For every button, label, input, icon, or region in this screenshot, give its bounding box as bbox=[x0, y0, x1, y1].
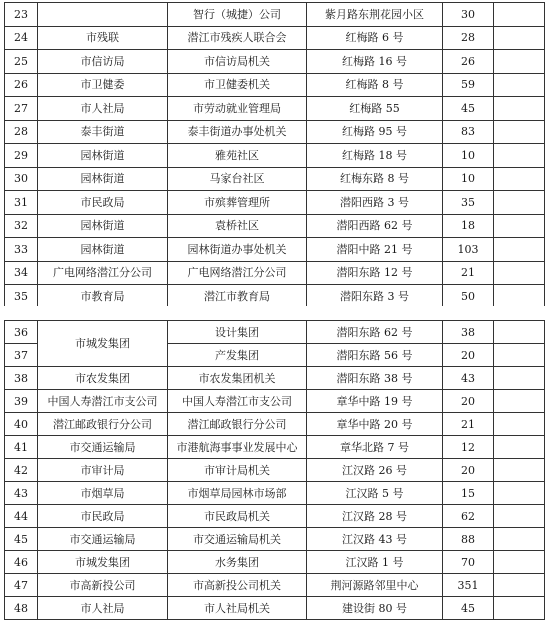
table-row bbox=[5, 574, 545, 597]
cell-no: 48 bbox=[5, 597, 38, 620]
cell-count: 83 bbox=[443, 120, 494, 144]
cell-count: 28 bbox=[443, 26, 494, 50]
cell-count: 50 bbox=[443, 285, 494, 309]
cell-dept: 市殡葬管理所 bbox=[168, 191, 307, 215]
cell-no: 28 bbox=[5, 120, 38, 144]
cell-count: 59 bbox=[443, 73, 494, 97]
cell-no: 45 bbox=[5, 528, 38, 551]
cell-note bbox=[494, 574, 545, 597]
cell-address: 江汉路 43 号 bbox=[307, 528, 443, 551]
cell-count: 20 bbox=[443, 344, 494, 367]
cell-note bbox=[494, 321, 545, 344]
cell-note bbox=[494, 505, 545, 528]
cell-no: 36 bbox=[5, 321, 38, 344]
cell-note bbox=[494, 261, 545, 285]
cell-unit: 市高新投公司 bbox=[38, 574, 168, 597]
cell-dept: 市民政局机关 bbox=[168, 505, 307, 528]
cell-unit: 市人社局 bbox=[38, 597, 168, 620]
cell-no: 40 bbox=[5, 413, 38, 436]
cell-dept: 潜江市残疾人联合会 bbox=[168, 26, 307, 50]
table-row bbox=[5, 285, 545, 309]
cell-unit: 市民政局 bbox=[38, 191, 168, 215]
cell-dept: 市交通运输局机关 bbox=[168, 528, 307, 551]
table-row bbox=[5, 413, 545, 436]
cell-address: 潜阳东路 56 号 bbox=[307, 344, 443, 367]
cell-count: 62 bbox=[443, 505, 494, 528]
cell-unit: 泰丰街道 bbox=[38, 120, 168, 144]
cell-count: 10 bbox=[443, 144, 494, 168]
cell-count: 20 bbox=[443, 390, 494, 413]
cell-unit: 市教育局 bbox=[38, 285, 168, 309]
cell-count: 45 bbox=[443, 97, 494, 121]
cell-no: 26 bbox=[5, 73, 38, 97]
cell-unit: 市残联 bbox=[38, 26, 168, 50]
cell-note bbox=[494, 597, 545, 620]
cell-unit bbox=[38, 3, 168, 27]
cell-count: 21 bbox=[443, 413, 494, 436]
cell-count: 20 bbox=[443, 459, 494, 482]
cell-note bbox=[494, 73, 545, 97]
table-row bbox=[5, 482, 545, 505]
cell-unit: 中国人寿潜江市支公司 bbox=[38, 390, 168, 413]
table-row bbox=[5, 3, 545, 27]
cell-note bbox=[494, 528, 545, 551]
cell-note bbox=[494, 551, 545, 574]
table-row bbox=[5, 26, 545, 50]
cell-no: 31 bbox=[5, 191, 38, 215]
cell-note bbox=[494, 436, 545, 459]
cell-dept: 市审计局机关 bbox=[168, 459, 307, 482]
table-row bbox=[5, 597, 545, 620]
cell-note bbox=[494, 120, 545, 144]
cell-dept: 雅苑社区 bbox=[168, 144, 307, 168]
cell-no: 42 bbox=[5, 459, 38, 482]
cell-count: 88 bbox=[443, 528, 494, 551]
cell-unit: 市城发集团 bbox=[38, 551, 168, 574]
cell-address: 潜阳东路 12 号 bbox=[307, 261, 443, 285]
cell-address: 章华中路 20 号 bbox=[307, 413, 443, 436]
cell-address: 潜阳西路 62 号 bbox=[307, 214, 443, 238]
table-row bbox=[5, 191, 545, 215]
cell-unit: 市农发集团 bbox=[38, 367, 168, 390]
cell-dept: 市人社局机关 bbox=[168, 597, 307, 620]
assignment-table-top bbox=[4, 2, 545, 309]
cell-count: 35 bbox=[443, 191, 494, 215]
cell-address: 潜阳中路 21 号 bbox=[307, 238, 443, 262]
table-row bbox=[5, 390, 545, 413]
cell-no: 41 bbox=[5, 436, 38, 459]
cell-dept: 市烟草局园林市场部 bbox=[168, 482, 307, 505]
cell-address: 潜阳东路 62 号 bbox=[307, 321, 443, 344]
cell-no: 44 bbox=[5, 505, 38, 528]
cell-address: 潜阳西路 3 号 bbox=[307, 191, 443, 215]
cell-count: 45 bbox=[443, 597, 494, 620]
cell-unit: 园林街道 bbox=[38, 238, 168, 262]
cell-dept: 产发集团 bbox=[168, 344, 307, 367]
cell-dept: 市港航海事事业发展中心 bbox=[168, 436, 307, 459]
cell-no: 37 bbox=[5, 344, 38, 367]
cell-address: 红梅路 16 号 bbox=[307, 50, 443, 74]
cell-no: 35 bbox=[5, 285, 38, 309]
cell-unit: 市交通运输局 bbox=[38, 436, 168, 459]
cell-note bbox=[494, 167, 545, 191]
cell-unit: 园林街道 bbox=[38, 144, 168, 168]
table-row bbox=[5, 505, 545, 528]
table-row bbox=[5, 167, 545, 191]
cell-address: 建设街 80 号 bbox=[307, 597, 443, 620]
cell-address: 紫月路东荆花园小区 bbox=[307, 3, 443, 27]
cell-dept: 智行（城捷）公司 bbox=[168, 3, 307, 27]
cell-dept: 市农发集团机关 bbox=[168, 367, 307, 390]
table-row bbox=[5, 551, 545, 574]
table-row bbox=[5, 367, 545, 390]
cell-dept: 中国人寿潜江市支公司 bbox=[168, 390, 307, 413]
cell-unit: 园林街道 bbox=[38, 167, 168, 191]
cell-note bbox=[494, 97, 545, 121]
cell-address: 江汉路 1 号 bbox=[307, 551, 443, 574]
cell-dept: 袁桥社区 bbox=[168, 214, 307, 238]
cell-unit: 市民政局 bbox=[38, 505, 168, 528]
cell-address: 潜阳东路 3 号 bbox=[307, 285, 443, 309]
assignment-table-bottom bbox=[4, 320, 545, 620]
cell-dept: 广电网络潜江分公司 bbox=[168, 261, 307, 285]
table-row bbox=[5, 120, 545, 144]
cell-no: 34 bbox=[5, 261, 38, 285]
cell-note bbox=[494, 390, 545, 413]
cell-no: 33 bbox=[5, 238, 38, 262]
cell-note bbox=[494, 50, 545, 74]
cell-note bbox=[494, 367, 545, 390]
cell-unit: 市城发集团 bbox=[38, 321, 168, 367]
cell-address: 红梅路 8 号 bbox=[307, 73, 443, 97]
cell-unit: 园林街道 bbox=[38, 214, 168, 238]
cell-unit: 市烟草局 bbox=[38, 482, 168, 505]
cell-no: 23 bbox=[5, 3, 38, 27]
cell-no: 25 bbox=[5, 50, 38, 74]
cell-unit: 广电网络潜江分公司 bbox=[38, 261, 168, 285]
cell-address: 红梅路 95 号 bbox=[307, 120, 443, 144]
table-row bbox=[5, 459, 545, 482]
cell-count: 26 bbox=[443, 50, 494, 74]
cell-no: 43 bbox=[5, 482, 38, 505]
cell-address: 红梅东路 8 号 bbox=[307, 167, 443, 191]
cell-dept: 泰丰街道办事处机关 bbox=[168, 120, 307, 144]
cell-unit: 市信访局 bbox=[38, 50, 168, 74]
cell-no: 29 bbox=[5, 144, 38, 168]
cell-count: 103 bbox=[443, 238, 494, 262]
cell-dept: 设计集团 bbox=[168, 321, 307, 344]
cell-no: 30 bbox=[5, 167, 38, 191]
table-row bbox=[5, 238, 545, 262]
cell-address: 江汉路 5 号 bbox=[307, 482, 443, 505]
table-row bbox=[5, 97, 545, 121]
cell-count: 12 bbox=[443, 436, 494, 459]
cell-no: 27 bbox=[5, 97, 38, 121]
table-bottom-body bbox=[5, 321, 545, 620]
table-row bbox=[5, 321, 545, 344]
table-row bbox=[5, 50, 545, 74]
cell-note bbox=[494, 344, 545, 367]
cell-count: 30 bbox=[443, 3, 494, 27]
table-row bbox=[5, 261, 545, 285]
cell-address: 红梅路 6 号 bbox=[307, 26, 443, 50]
cell-dept: 园林街道办事处机关 bbox=[168, 238, 307, 262]
cell-note bbox=[494, 285, 545, 309]
cell-address: 潜阳东路 38 号 bbox=[307, 367, 443, 390]
cell-no: 24 bbox=[5, 26, 38, 50]
cell-count: 351 bbox=[443, 574, 494, 597]
cell-address: 江汉路 26 号 bbox=[307, 459, 443, 482]
cell-note bbox=[494, 214, 545, 238]
page-gap bbox=[0, 306, 548, 320]
table-row bbox=[5, 144, 545, 168]
cell-unit: 市人社局 bbox=[38, 97, 168, 121]
cell-dept: 水务集团 bbox=[168, 551, 307, 574]
table-row bbox=[5, 436, 545, 459]
cell-dept: 市卫健委机关 bbox=[168, 73, 307, 97]
table-top-body bbox=[5, 3, 545, 309]
cell-note bbox=[494, 191, 545, 215]
cell-unit: 市卫健委 bbox=[38, 73, 168, 97]
cell-count: 18 bbox=[443, 214, 494, 238]
cell-dept: 市劳动就业管理局 bbox=[168, 97, 307, 121]
cell-note bbox=[494, 482, 545, 505]
cell-no: 46 bbox=[5, 551, 38, 574]
cell-address: 荆河源路邻里中心 bbox=[307, 574, 443, 597]
cell-count: 15 bbox=[443, 482, 494, 505]
cell-address: 江汉路 28 号 bbox=[307, 505, 443, 528]
cell-dept: 市信访局机关 bbox=[168, 50, 307, 74]
cell-note bbox=[494, 413, 545, 436]
table-row bbox=[5, 214, 545, 238]
cell-count: 38 bbox=[443, 321, 494, 344]
cell-address: 红梅路 18 号 bbox=[307, 144, 443, 168]
cell-address: 章华中路 19 号 bbox=[307, 390, 443, 413]
cell-dept: 市高新投公司机关 bbox=[168, 574, 307, 597]
cell-no: 32 bbox=[5, 214, 38, 238]
cell-unit: 潜江邮政银行分公司 bbox=[38, 413, 168, 436]
cell-no: 39 bbox=[5, 390, 38, 413]
cell-note bbox=[494, 459, 545, 482]
cell-count: 70 bbox=[443, 551, 494, 574]
cell-note bbox=[494, 238, 545, 262]
cell-count: 21 bbox=[443, 261, 494, 285]
table-row bbox=[5, 528, 545, 551]
cell-dept: 潜江邮政银行分公司 bbox=[168, 413, 307, 436]
cell-dept: 潜江市教育局 bbox=[168, 285, 307, 309]
cell-note bbox=[494, 3, 545, 27]
cell-address: 章华北路 7 号 bbox=[307, 436, 443, 459]
cell-no: 47 bbox=[5, 574, 38, 597]
table-row bbox=[5, 73, 545, 97]
cell-count: 10 bbox=[443, 167, 494, 191]
cell-count: 43 bbox=[443, 367, 494, 390]
cell-unit: 市审计局 bbox=[38, 459, 168, 482]
cell-unit: 市交通运输局 bbox=[38, 528, 168, 551]
cell-note bbox=[494, 144, 545, 168]
cell-address: 红梅路 55 bbox=[307, 97, 443, 121]
cell-dept: 马家台社区 bbox=[168, 167, 307, 191]
cell-note bbox=[494, 26, 545, 50]
cell-no: 38 bbox=[5, 367, 38, 390]
